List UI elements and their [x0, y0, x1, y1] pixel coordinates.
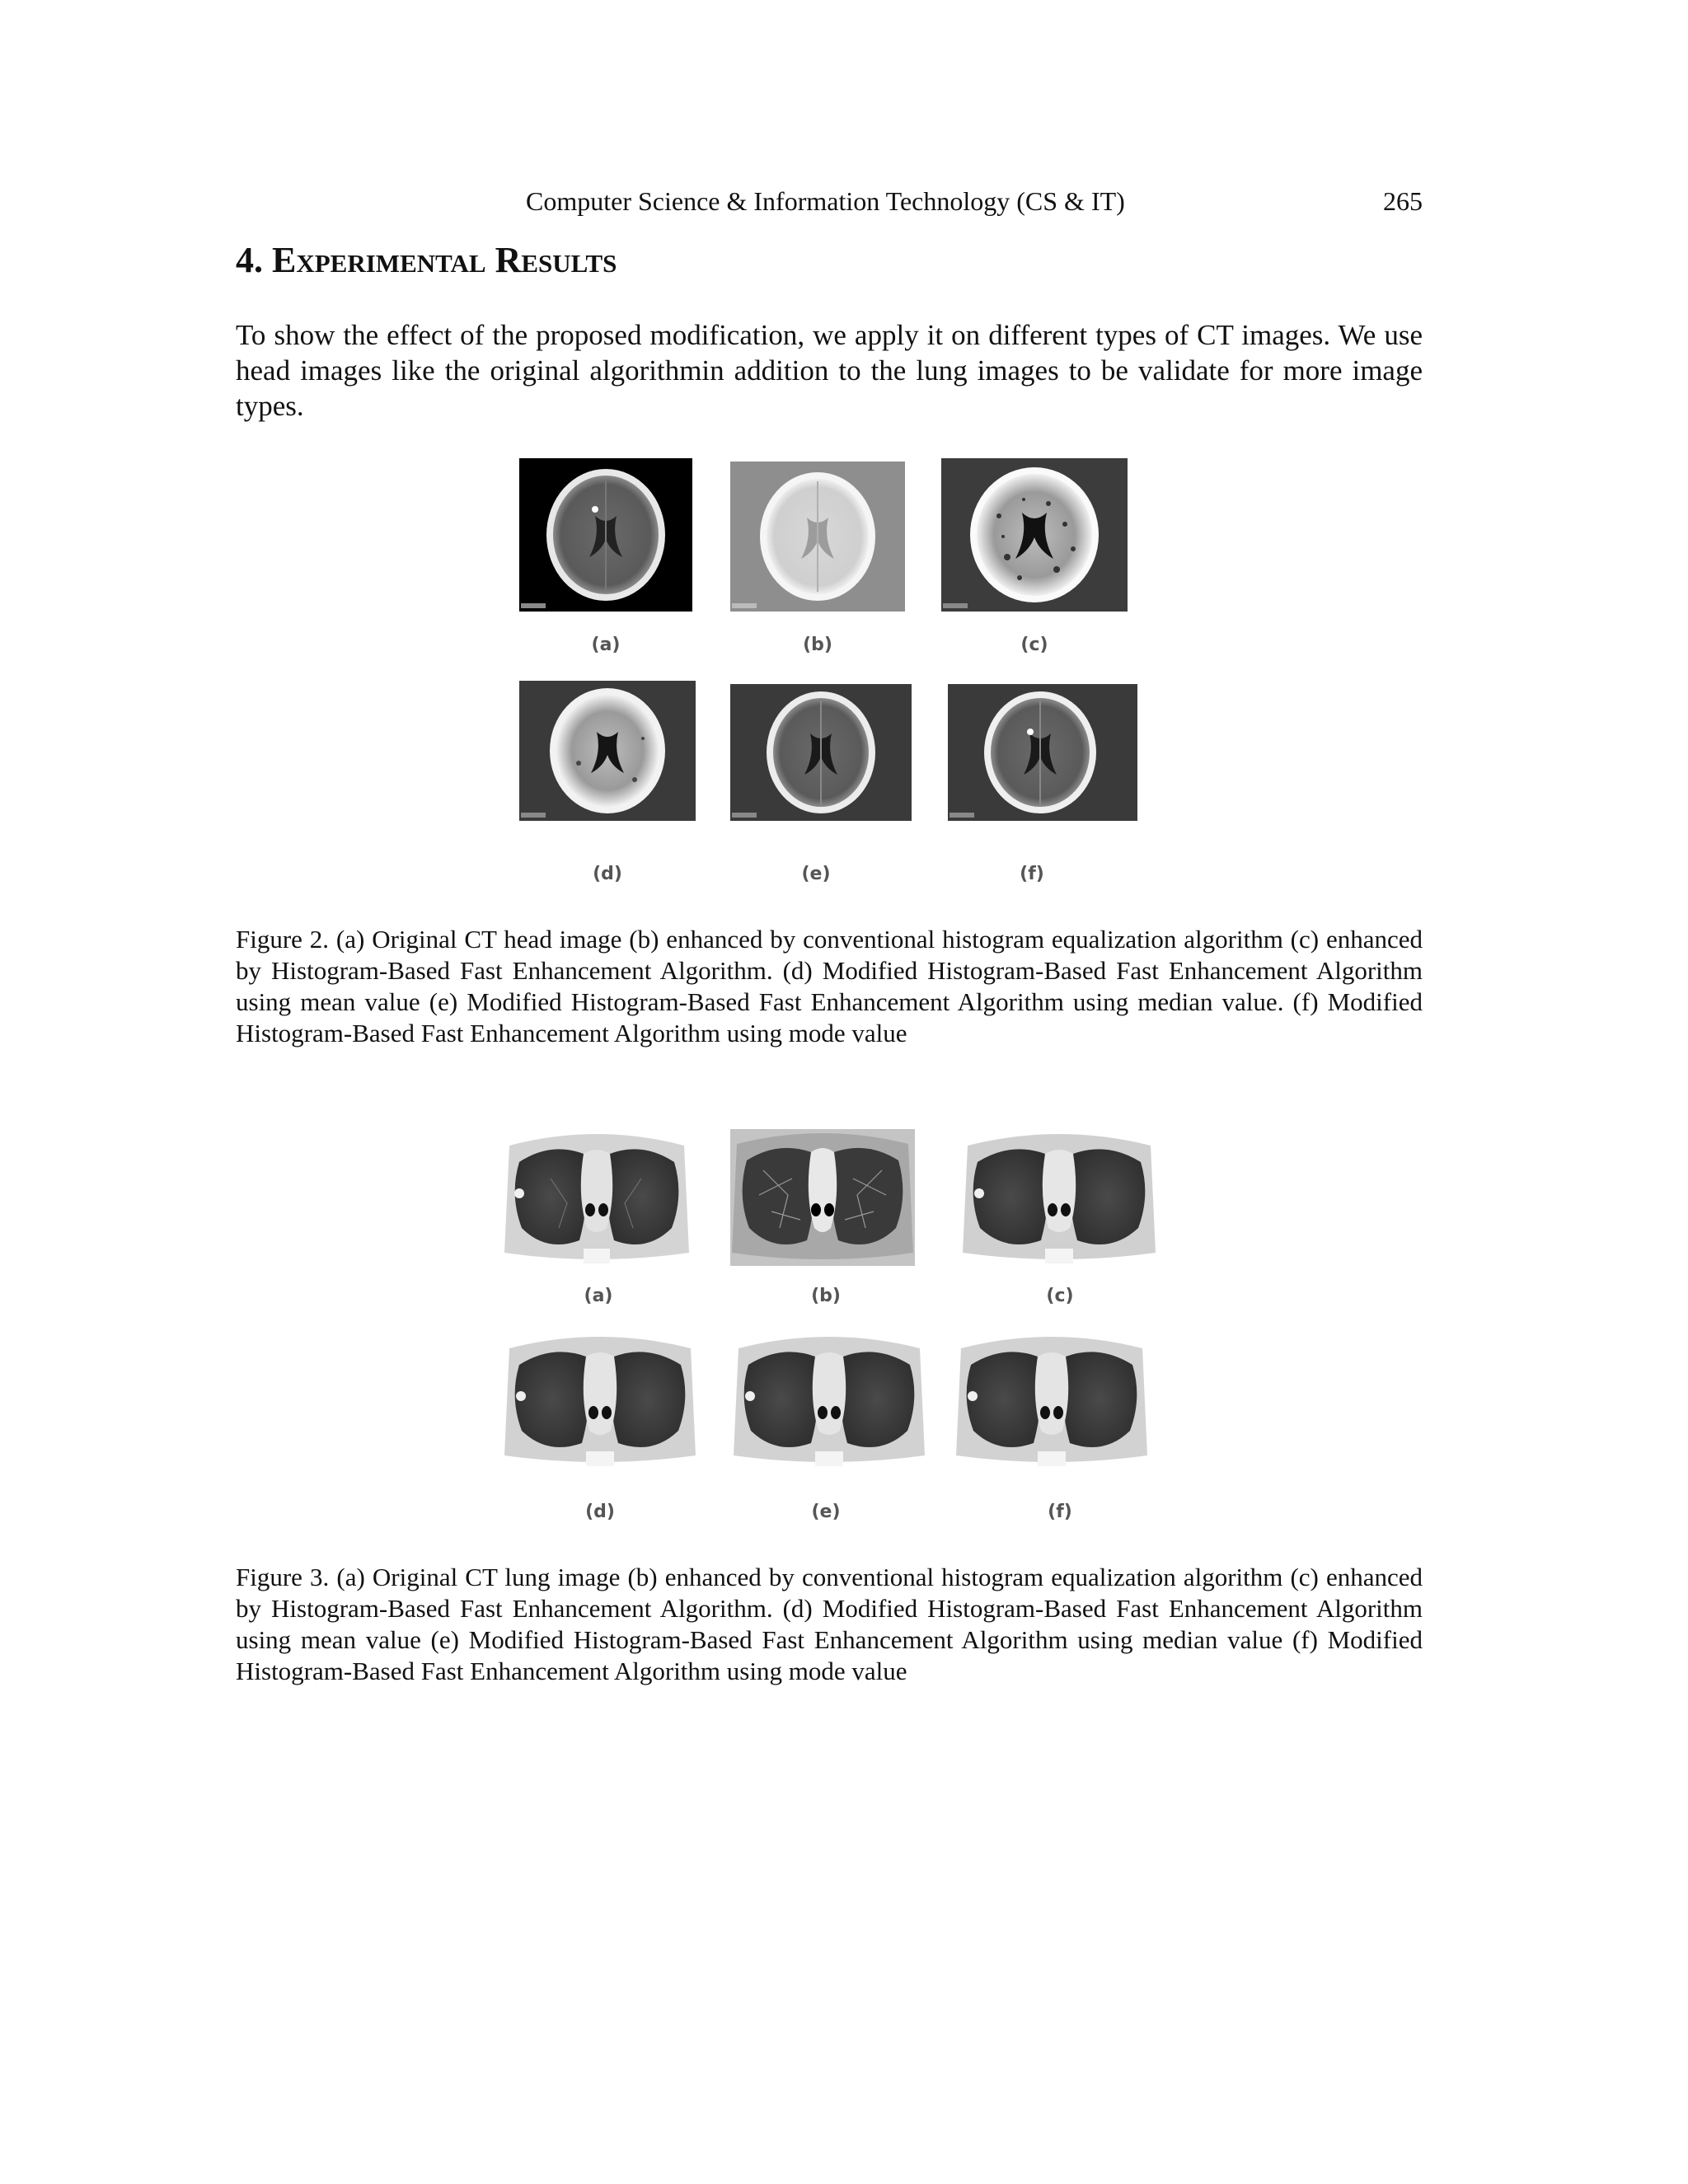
head-ct-image-e: [730, 684, 912, 821]
section-title-word1-initial: E: [272, 240, 297, 280]
figure-3-caption: Figure 3. (a) Original CT lung image (b) enhanced by conventional histogram equalization algorithm (c) enhanced by Histogram-Based Fast Enhancement Algorithm. (d) Modified Histogram-Based Fast Enhancement Algorithm using mean value (e) Modified Histogram-Based Fast Enhancement Algorithm using median value (f) Modified Histogram-Based Fast Enhancement Algorithm using mode value: [236, 1563, 1423, 1685]
head-ct-image-a: [519, 458, 692, 612]
lung-ct-image-c: [959, 1129, 1159, 1266]
head-ct-image-c: [941, 458, 1128, 612]
head-ct-image-b: [730, 462, 905, 612]
section-number: 4.: [236, 240, 263, 280]
lung-ct-image-b: [730, 1129, 915, 1266]
figure-3-label-c: (c): [1046, 1286, 1074, 1306]
lung-ct-image-a: [501, 1129, 692, 1266]
lung-ct-image-d: [501, 1332, 699, 1469]
figure-3-label-e: (e): [811, 1502, 841, 1522]
head-ct-image-f: [948, 684, 1137, 821]
figure-3-label-f: (f): [1048, 1502, 1072, 1522]
figure-2-label-b: (b): [803, 635, 832, 655]
section-title-word2-initial: R: [495, 240, 522, 280]
section-title-word2-rest: esults: [521, 240, 617, 280]
figure-2-label-e: (e): [801, 864, 831, 884]
figure-3: [0, 1071, 1688, 1549]
journal-title: Computer Science & Information Technology (CS & IT): [526, 186, 1125, 216]
figure-2: [0, 0, 1688, 923]
figure-2-label-a: (a): [591, 635, 621, 655]
figure-3-label-a: (a): [584, 1286, 613, 1306]
figure-2-label-c: (c): [1020, 635, 1048, 655]
page-number: 265: [1383, 186, 1423, 216]
figure-3-label-d: (d): [585, 1502, 615, 1522]
figure-2-label-d: (d): [593, 864, 622, 884]
head-ct-image-d: [519, 681, 696, 821]
figure-2-label-f: (f): [1020, 864, 1044, 884]
figure-3-label-b: (b): [811, 1286, 841, 1306]
section-title-word1-rest: xperimental: [296, 240, 486, 280]
lung-ct-image-e: [730, 1332, 928, 1469]
intro-paragraph: To show the effect of the proposed modification, we apply it on different types of CT images. We use head images like the original algorithmin addition to the lung images to be validate for more image types.: [236, 319, 1423, 422]
lung-ct-image-f: [953, 1332, 1151, 1469]
figure-2-caption: Figure 2. (a) Original CT head image (b) enhanced by conventional histogram equalization algorithm (c) enhanced by Histogram-Based Fast Enhancement Algorithm. (d) Modified Histogram-Based Fast Enhancement Algorithm using mean value (e) Modified Histogram-Based Fast Enhancement Algorithm using median value. (f) Modified Histogram-Based Fast Enhancement Algorithm using mode value: [236, 925, 1423, 1047]
